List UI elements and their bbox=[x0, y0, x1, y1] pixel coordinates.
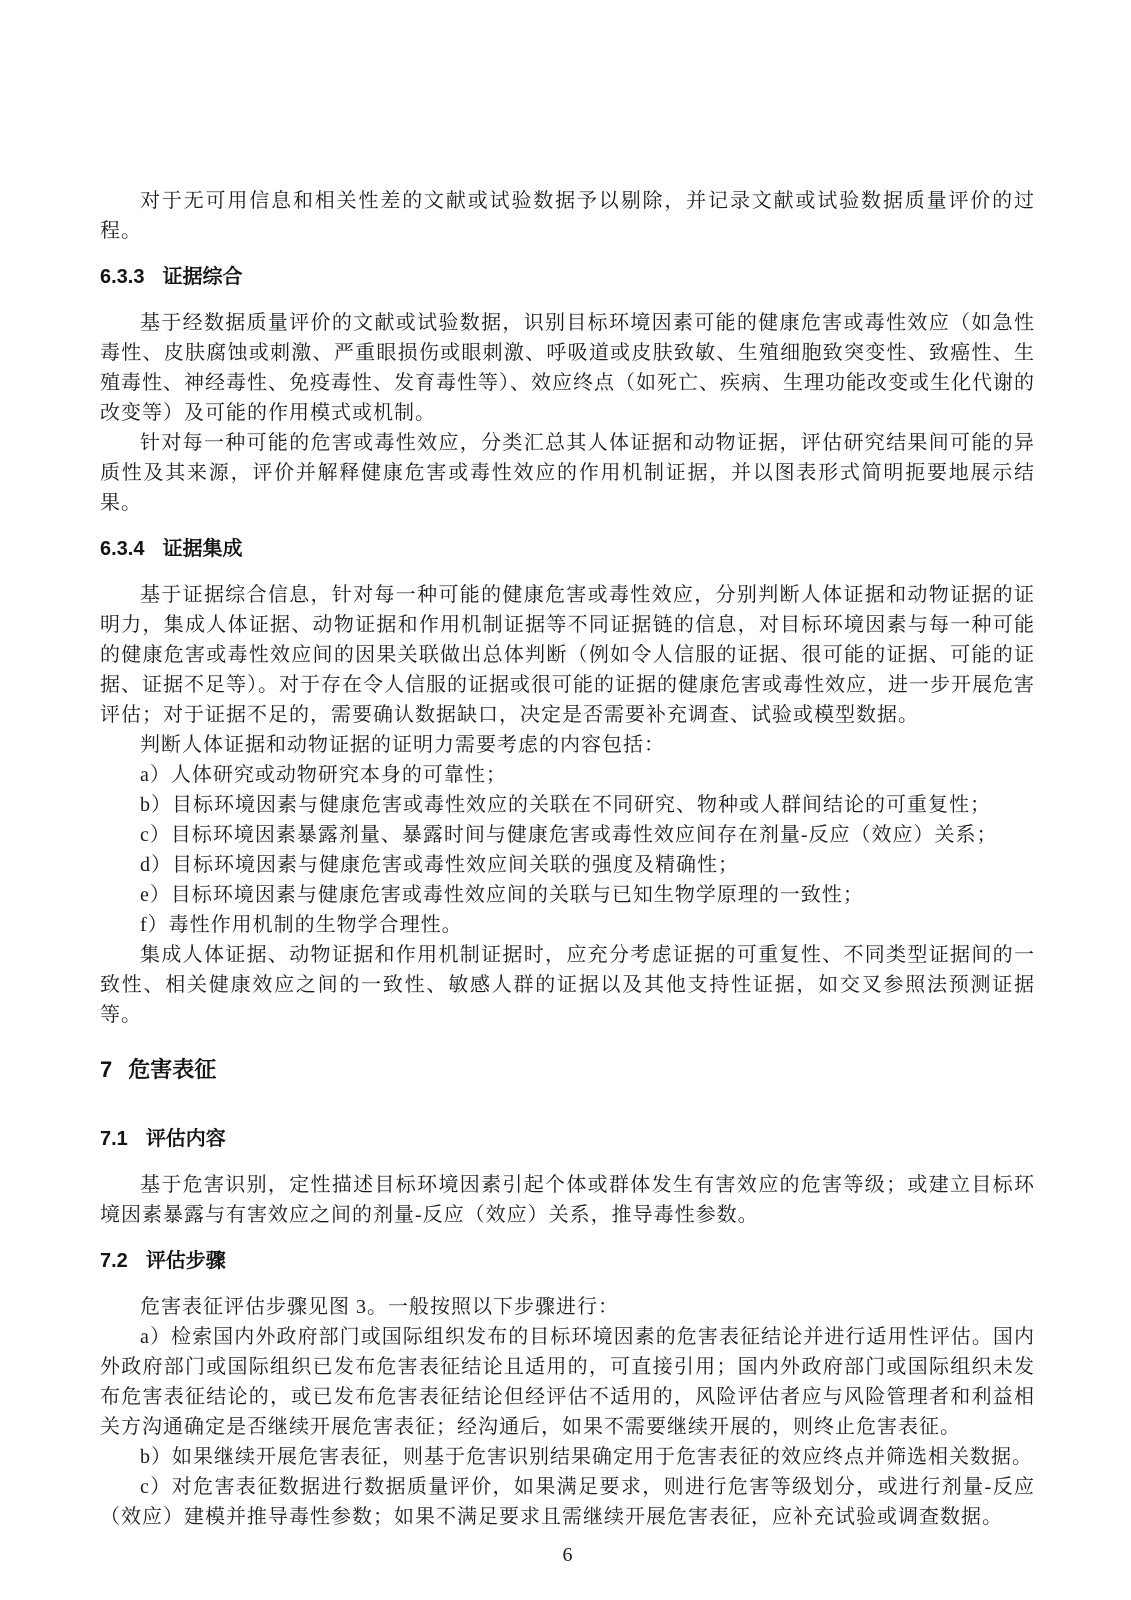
step-item-a: a）检索国内外政府部门或国际组织发布的目标环境因素的危害表征结论并进行适用性评估。国内外政府部门或国际组织已发布危害表征结论且适用的，可直接引用；国内外政府部门或国际组织未发布危害表征结论的，或已发布危害表征结论但经评估不适用的，风险评估者应与风险管理者和利益相关方沟通确定是否继续开展危害表征；经沟通后，如果不需要继续开展的，则终止危害表征。 bbox=[100, 1326, 1035, 1438]
paragraph-assessment-content: 基于危害识别，定性描述目标环境因素引起个体或群体发生有害效应的危害等级；或建立目标环境因素暴露与有害效应之间的剂量-反应（效应）关系，推导毒性参数。 bbox=[100, 1174, 1035, 1226]
paragraph-assessment-steps-intro: 危害表征评估步骤见图 3。一般按照以下步骤进行： bbox=[140, 1296, 619, 1318]
section-number: 7.2 bbox=[100, 1250, 128, 1272]
paragraph-evidence-integration-1: 基于证据综合信息，针对每一种可能的健康危害或毒性效应，分别判断人体证据和动物证据的证明力，集成人体证据、动物证据和作用机制证据等不同证据链的信息，对目标环境因素与每一种可能的健康危害或毒性效应间的因果关联做出总体判断（例如令人信服的证据、很可能的证据、可能的证据、证据不足等）。对于存在令人信服的证据或很可能的证据的健康危害或毒性效应，进一步开展危害评估；对于证据不足的，需要确认数据缺口，决定是否需要补充调查、试验或模型数据。 bbox=[100, 584, 1035, 726]
clause-item-d: d）目标环境因素与健康危害或毒性效应间关联的强度及精确性； bbox=[140, 854, 739, 876]
chapter-number: 7 bbox=[100, 1057, 113, 1082]
chapter-heading-7 bbox=[100, 1054, 1035, 1086]
section-heading-7-1 bbox=[100, 1124, 1035, 1154]
section-number: 6.3.3 bbox=[100, 266, 145, 288]
section-title: 证据综合 bbox=[162, 266, 243, 288]
paragraph-evidence-synthesis-2: 针对每一种可能的危害或毒性效应，分类汇总其人体证据和动物证据，评估研究结果间可能的异质性及其来源，评价并解释健康危害或毒性效应的作用机制证据，并以图表形式简明扼要地展示结果。 bbox=[100, 432, 1035, 514]
section-heading-6-3-4 bbox=[100, 534, 1035, 564]
clause-item-c: c）目标环境因素暴露剂量、暴露时间与健康危害或毒性效应间存在剂量-反应（效应）关系； bbox=[140, 824, 998, 846]
section-heading-7-2 bbox=[100, 1246, 1035, 1276]
section-number: 7.1 bbox=[100, 1128, 128, 1150]
paragraph-evidence-integration-2: 判断人体证据和动物证据的证明力需要考虑的内容包括： bbox=[140, 734, 665, 756]
clause-item-f: f）毒性作用机制的生物学合理性。 bbox=[140, 914, 463, 936]
section-title: 评估步骤 bbox=[145, 1250, 226, 1272]
section-title: 评估内容 bbox=[145, 1128, 226, 1150]
step-item-b: b）如果继续开展危害表征，则基于危害识别结果确定用于危害表征的效应终点并筛选相关数据。 bbox=[140, 1446, 1033, 1468]
paragraph-evidence-integration-3: 集成人体证据、动物证据和作用机制证据时，应充分考虑证据的可重复性、不同类型证据间的一致性、相关健康效应之间的一致性、敏感人群的证据以及其他支持性证据，如交叉参照法预测证据等。 bbox=[100, 944, 1035, 1026]
paragraph-data-quality-note: 对于无可用信息和相关性差的文献或试验数据予以剔除，并记录文献或试验数据质量评价的过程。 bbox=[100, 190, 1035, 242]
section-title: 证据集成 bbox=[162, 538, 243, 560]
section-number: 6.3.4 bbox=[100, 538, 145, 560]
chapter-title: 危害表征 bbox=[128, 1057, 217, 1082]
clause-item-a: a）人体研究或动物研究本身的可靠性； bbox=[140, 764, 507, 786]
section-heading-6-3-3 bbox=[100, 262, 1035, 292]
clause-item-b: b）目标环境因素与健康危害或毒性效应的关联在不同研究、物种或人群间结论的可重复性； bbox=[140, 794, 991, 816]
clause-item-e: e）目标环境因素与健康危害或毒性效应间的关联与已知生物学原理的一致性； bbox=[140, 884, 864, 906]
page-number: 6 bbox=[562, 1544, 573, 1566]
paragraph-evidence-synthesis-1: 基于经数据质量评价的文献或试验数据，识别目标环境因素可能的健康危害或毒性效应（如急性毒性、皮肤腐蚀或刺激、严重眼损伤或眼刺激、呼吸道或皮肤致敏、生殖细胞致突变性、致癌性、生殖毒性、神经毒性、免疫毒性、发育毒性等）、效应终点（如死亡、疾病、生理功能改变或生化代谢的改变等）及可能的作用模式或机制。 bbox=[100, 312, 1035, 424]
step-item-c: c）对危害表征数据进行数据质量评价，如果满足要求，则进行危害等级划分，或进行剂量-反应（效应）建模并推导毒性参数；如果不满足要求且需继续开展危害表征，应补充试验或调查数据。 bbox=[100, 1476, 1035, 1528]
